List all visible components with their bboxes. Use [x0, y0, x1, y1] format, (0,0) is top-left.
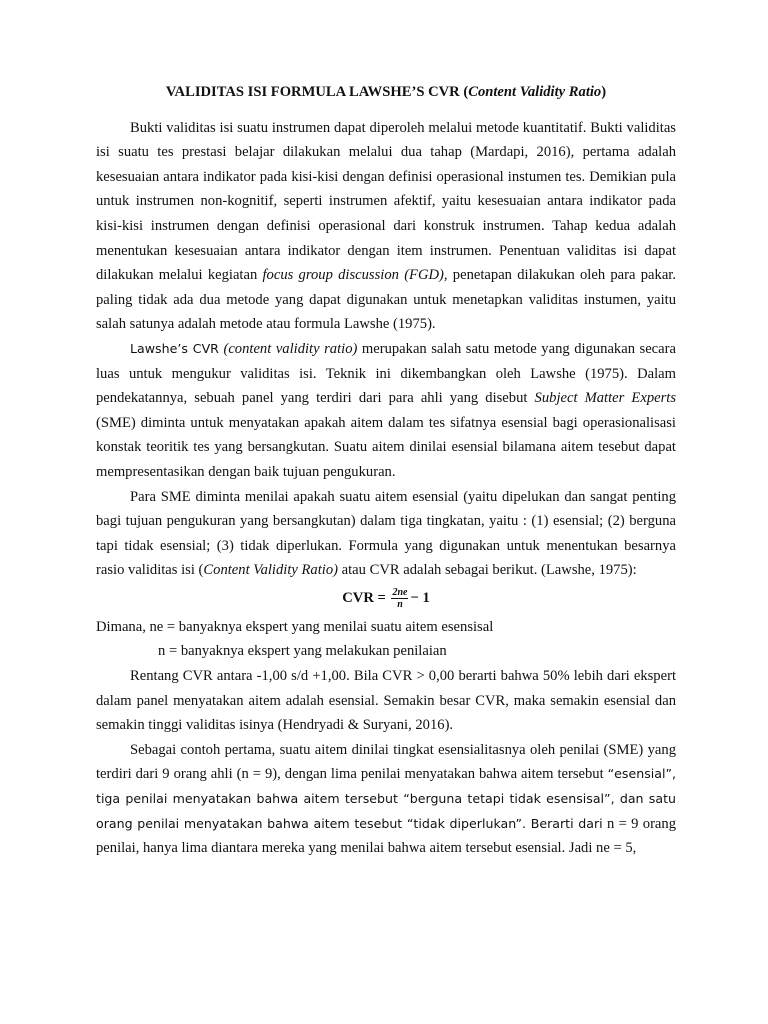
paragraph-2-text: merupakan salah satu metode yang digunakan secara luas untuk mengukur validitas isi. Teknik ini dikembangkan oleh Lawshe (1975). Dalam pendekatannya, sebuah panel yang terdiri dari para ahli yang disebut: [96, 340, 676, 407]
formula-rhs: − 1: [410, 589, 430, 606]
formula-fraction: [391, 587, 408, 610]
formula-numerator: 2ne: [392, 587, 408, 599]
paragraph-5-text-end: n = 9 orang penilai, hanya lima diantara mereka yang menilai bahwa aitem tersebut esensial. Jadi ne = 5,: [96, 815, 676, 857]
formula-denominator: n: [397, 599, 403, 611]
paragraph-2: [96, 337, 676, 485]
formula-lhs: CVR =: [342, 589, 390, 606]
paragraph-3-text: Para SME diminta menilai apakah suatu aitem esensial (yaitu dipelukan dan sangat penting bagi tujuan pengukuran yang bersangkutan) dalam tiga tingkatan, yaitu : (1) esensial; (2) berguna tapi tidak esensial; (3) tidak diperlukan. Formula yang digunakan untuk menentukan besarnya rasio validitas isi (: [96, 488, 676, 579]
paragraph-3-italic: Content Validity Ratio): [203, 562, 338, 579]
paragraph-2-lead: Lawshe’s CVR: [130, 340, 219, 356]
paragraph-1-italic: focus group discussion (FGD),: [262, 267, 448, 284]
paragraph-1: [96, 116, 676, 337]
paragraph-5-quoted: “esensial”, tiga penilai menyatakan bahwa aitem tersebut “berguna tetapi tidak esensisal”, dan satu orang penilai menyatakan bahwa aitem tesebut “tidak diperlukan”. Berarti dari: [96, 766, 676, 831]
title-italic: Content Validity Ratio: [468, 84, 602, 100]
title-prefix: VALIDITAS ISI FORMULA LAWSHE’S CVR (: [165, 84, 469, 100]
document-title: [96, 80, 676, 105]
paragraph-2-text-end: (SME) diminta untuk menyatakan apakah aitem dalam tes sifatnya esensial bagi operasionalisasi konstak teoritik tes yang bersangkutan. Suatu aitem dinilai esensial bilamana aitem tesebut dapat mempresentasikan dengan baik tujuan pengukuran.: [96, 414, 676, 480]
paragraph-2-italic-1: (content validity ratio): [218, 340, 358, 357]
document-page: [96, 80, 676, 861]
paragraph-5-text: Sebagai contoh pertama, suatu aitem dinilai tingkat esensialitasnya oleh penilai (SME) yang terdiri dari 9 orang ahli (n = 9), dengan lima penilai menyatakan bahwa aitem tersebut: [96, 741, 676, 783]
title-suffix: ): [601, 84, 607, 100]
definition-n: n = banyaknya ekspert yang melakukan penilaian: [158, 643, 447, 660]
paragraph-3-text-end: atau CVR adalah sebagai berikut. (Lawshe, 1975):: [338, 562, 637, 579]
paragraph-5: [96, 738, 676, 861]
definition-ne: Dimana, ne = banyaknya ekspert yang menilai suatu aitem esensisal: [96, 618, 494, 635]
cvr-formula: [96, 581, 676, 615]
paragraph-3: [96, 485, 676, 583]
paragraph-2-italic-2: Subject Matter Experts: [534, 390, 677, 407]
paragraph-4: Rentang CVR antara -1,00 s/d +1,00. Bila CVR > 0,00 berarti bahwa 50% lebih dari ekspert dalam panel menyatakan aitem adalah esensial. Semakin besar CVR, maka semakin esensial dan semakin tinggi validitas isinya (Hendryadi & Suryani, 2016).: [96, 668, 676, 734]
paragraph-1-text: Bukti validitas isi suatu instrumen dapat diperoleh melalui metode kuantitatif. Bukti validitas isi suatu tes prestasi belajar dilakukan melalui dua tahap (Mardapi, 2016), pertama adalah kesesuaian antara indikator pada kisi-kisi dengan definisi operasional instumen tes. Demikian pula untuk instrumen non-kognitif, seperti instrumen afektif, yaitu kesesuaian antara indikator pada kisi-kisi instrumen dengan definisi operasional dari konstruk instrumen. Tahap kedua adalah menentukan kesesuaian antara indikator dengan item instrumen. Penentuan validitas isi dapat dilakukan melalui kegiatan: [96, 119, 676, 284]
paragraph-1-text-end: penetapan dilakukan oleh para pakar. paling tidak ada dua metode yang dapat digunakan untuk menetapkan validitas instumen, yaitu salah satunya adalah metode atau formula Lawshe (1975).: [96, 267, 676, 333]
